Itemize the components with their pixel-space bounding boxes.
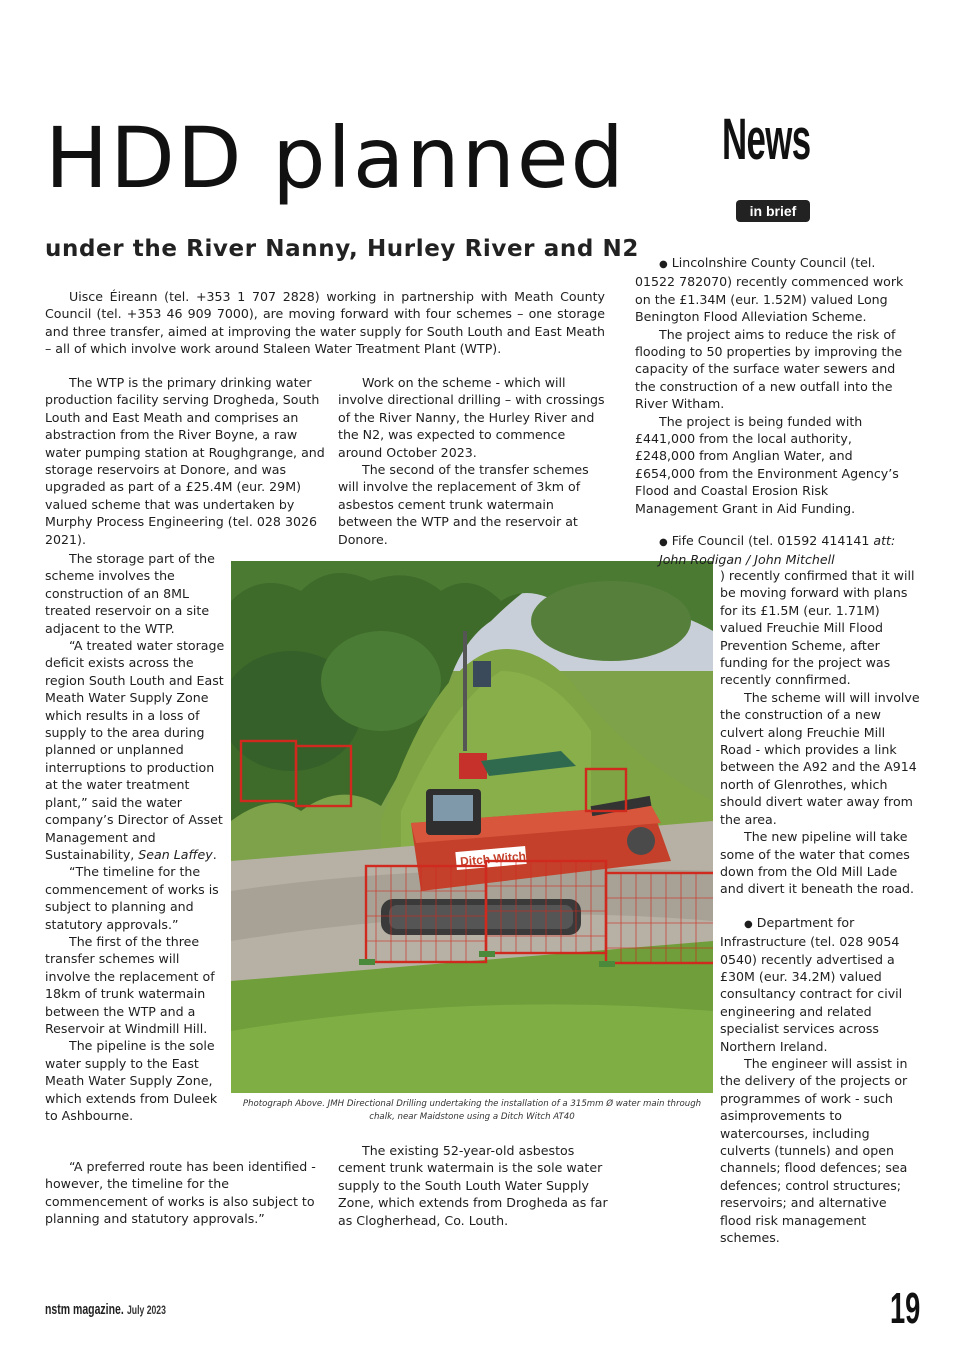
paragraph: “A preferred route has been identified - however, the timeline for the commencement of works is also subject to planning and statutory approvals.” xyxy=(45,1159,316,1227)
article-photo xyxy=(231,561,713,1093)
column-a-bottom xyxy=(45,1158,330,1228)
issue-date: July 2023 xyxy=(127,1303,166,1317)
intro-paragraph xyxy=(45,288,605,358)
paragraph: “The timeline for the commencement of works is subject to planning and statutory approvals.” xyxy=(45,864,219,932)
paragraph: The first of the three transfer schemes will involve the replacement of 18km of trunk watermain between the WTP and a Reservoir at Windmill Hill. xyxy=(45,933,215,1036)
subheadline: under the River Nanny, Hurley River and N2 xyxy=(45,236,639,262)
paragraph: ) recently confirmed that it will be moving forward with plans for its £1.5M (eur. 1.71M) valued Freuchie Mill Flood Prevention Scheme, after funding for the project was recently connfirmed. xyxy=(720,568,915,688)
paragraph: Lincolnshire County Council (tel. 01522 782070) recently commenced work on the £1.34M (eur. 1.52M) valued Long Benington Flood Alleviation Scheme. xyxy=(635,255,904,325)
paragraph: The existing 52-year-old asbestos cement trunk watermain is the sole water supply to the South Louth Water Supply Zone, which extends from Drogheda as far as Clogherhead, Co. Louth. xyxy=(338,1143,608,1228)
machine-label: Ditch Witch xyxy=(459,848,527,869)
column-c-fife-lead xyxy=(635,532,915,569)
column-c-narrow xyxy=(720,567,920,1246)
paragraph: The WTP is the primary drinking water production facility serving Drogheda, South Louth and East Meath and comprises an abstraction from the River Boyne, a raw water pumping station at Roughgrange, and storage reservoirs at Donore, and was upgraded as part of a £25.4M (eur. 29M) valued scheme that was undertaken by Murphy Process Engineering (tel. 028 3026 2021). xyxy=(45,375,325,547)
paragraph: The project is being funded with £441,000 from the local authority, £248,000 from Anglian Water, and £654,000 from the Environment Agency’s Flood and Coastal Erosion Risk Management Grant in Aid Funding. xyxy=(635,413,899,516)
person-name: Sean Laffey xyxy=(138,846,213,862)
news-item-dfi xyxy=(720,914,920,1055)
magazine-brand: nstm magazine. xyxy=(45,1301,124,1318)
bullet-icon: ● xyxy=(659,537,668,548)
paragraph: The engineer will assist in the delivery of the projects or programmes of work - such asimprovements to watercourses, including culverts (tunnels) and open channels; flood defences; sea defences; control structures; reservoirs; and alternative flood risk management schemes. xyxy=(720,1055,908,1246)
section-badge: in brief xyxy=(736,200,810,222)
paragraph: Department for Infrastructure (tel. 028 9054 0540) recently advertised a £30M (eur. 34.2M) valued consultancy contract for civil engineering and related specialist services across Northern Ireland. xyxy=(720,914,903,1054)
column-c-top xyxy=(635,254,915,517)
column-a-top xyxy=(45,374,325,548)
contact-name: att: John Rodigan / John Mitchell xyxy=(659,533,896,568)
paragraph: The pipeline is the sole water supply to the East Meath Water Supply Zone, which extends from Duleek to Ashbourne. xyxy=(45,1038,218,1123)
news-item-lincolnshire xyxy=(635,254,915,326)
quote-text: “A treated water storage deficit exists across the region South Louth and East Meath Water Supply Zone which results in a loss of supply to the area during planned or unplanned interruptions to production at the water treatment plant,” said the water company’s Director of Asset Management and Sustainability, xyxy=(45,638,225,862)
bullet-icon: ● xyxy=(744,918,753,930)
paragraph xyxy=(45,637,225,863)
paragraph: The new pipeline will take some of the water that comes down from the Old Mill Lade and divert it beneath the road. xyxy=(720,829,915,897)
bullet-icon: ● xyxy=(659,259,668,270)
section-title: News xyxy=(722,107,811,172)
paragraph: The scheme will will involve the construction of a new culvert along Freuchie Mill Road - which provides a link between the A92 and the A914 north of Glenrothes, which should divert water away from the area. xyxy=(720,689,920,827)
paragraph: The storage part of the scheme involves the construction of an 8ML treated reservoir on a site adjacent to the WTP. xyxy=(45,551,215,636)
intro-text: Uisce Éireann (tel. +353 1 707 2828) working in partnership with Meath County Council (tel. +353 46 909 7000), are moving forward with four schemes – one storage and three transfer, aimed at improving the water supply for South Louth and East Meath – all of which involve work around Staleen Water Treatment Plant (WTP). xyxy=(45,289,605,357)
paragraph: The second of the transfer schemes will involve the replacement of 3km of asbestos cement trunk watermain between the WTP and the reservoir at Donore. xyxy=(338,462,589,547)
column-b-top xyxy=(338,374,606,548)
paragraph: Fife Council (tel. 01592 414141 xyxy=(671,533,874,548)
paragraph: The project aims to reduce the risk of flooding to 50 properties by improving the capacity of the surface water sewers and the construction of a new outfall into the River Witham. xyxy=(635,326,903,412)
column-b-bottom xyxy=(338,1142,618,1229)
news-item-fife xyxy=(635,532,915,569)
photo-caption: Photograph Above. JMH Directional Drilling undertaking the installation of a 315mm Ø water main through chalk, near Maidstone using a Ditch Witch AT40 xyxy=(242,1099,702,1122)
paragraph: Work on the scheme - which will involve directional drilling – with crossings of the River Nanny, the Hurley River and the N2, was expected to commence around October 2023. xyxy=(338,375,605,460)
drilling-rig-illustration xyxy=(231,561,713,1093)
column-a-narrow xyxy=(45,550,225,1124)
page-number: 19 xyxy=(890,1284,921,1333)
headline: HDD planned xyxy=(45,109,626,207)
quote-end: . xyxy=(212,846,217,862)
